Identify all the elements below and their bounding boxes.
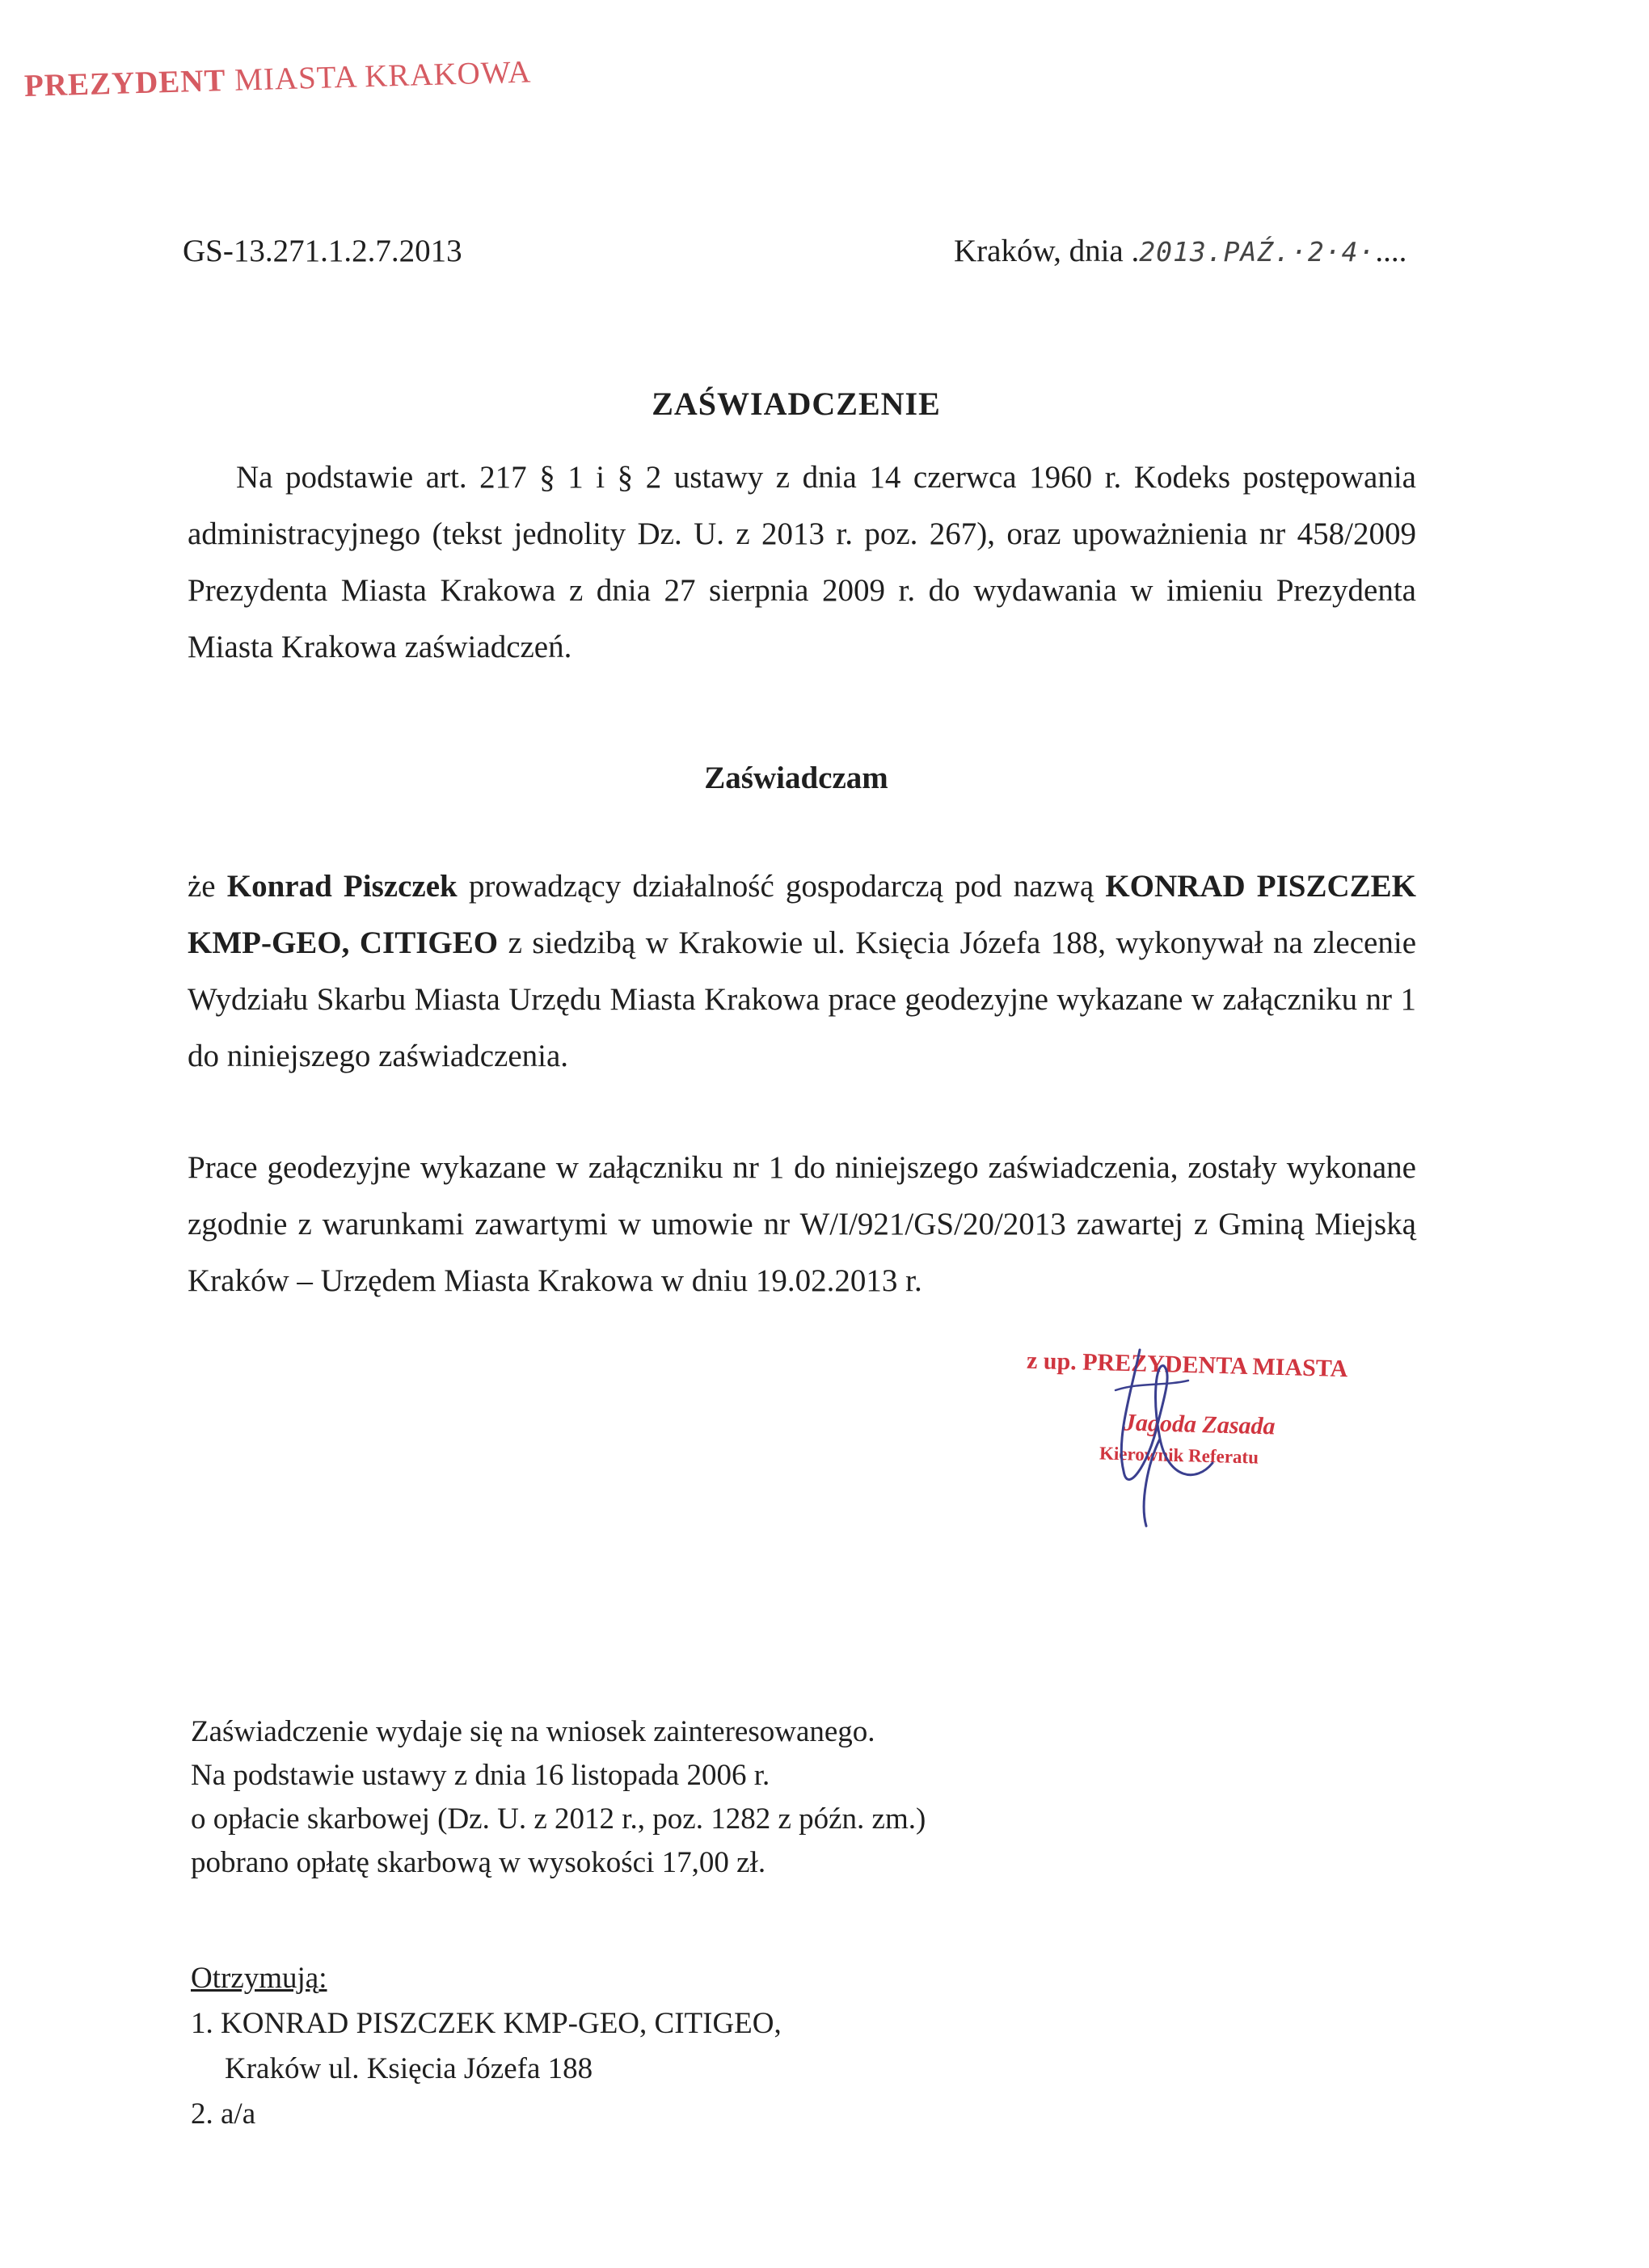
stamp-word-rest: MIASTA KRAKOWA [234, 54, 532, 98]
president-stamp [23, 53, 532, 104]
works-paragraph: Prace geodezyjne wykazane w załączniku nr 1 do niniejszego zaświadczenia, zostały wykonane zgodnie z warunkami zawartymi w umowie nr W/I/921/GS/20/2013 zawartej z Gminą Miejską Kraków – Urzędem Miasta Krakowa w dniu 19.02.2013 r. [188, 1150, 1416, 1298]
certify-heading: Zaświadczam [704, 761, 888, 795]
stamp-signer-name: Jagoda Zasada [1123, 1409, 1276, 1440]
company-name: KONRAD PISZCZEK KMP-GEO, CITIGEO [188, 869, 1417, 960]
document-title: ZAŚWIADCZENIE [652, 386, 941, 422]
place-prefix: Kraków, dnia . [954, 234, 1140, 268]
fee-note-line: Na podstawie ustawy z dnia 16 listopada 2006 r. [191, 1759, 770, 1792]
certify-part1: że [188, 869, 227, 904]
place-and-date [954, 233, 1406, 269]
certify-part2: prowadzący działalność gospodarczą pod nazwą [457, 869, 1106, 904]
recipients-header: Otrzymują: [191, 1962, 327, 1995]
fee-note-line: o opłacie skarbowej (Dz. U. z 2012 r., poz. 1282 z późn. zm.) [191, 1802, 926, 1836]
handwritten-date: 2013.PAŹ.·2·4· [1139, 236, 1376, 268]
stamp-signer-title: Kierownik Referatu [1099, 1443, 1259, 1468]
recipients-list [191, 1956, 782, 2137]
fee-note [191, 1710, 926, 1885]
fee-note-line: Zaświadczenie wydaje się na wniosek zainteresowanego. [191, 1715, 875, 1748]
certify-paragraph [188, 858, 1416, 1085]
handwritten-signature [1083, 1342, 1245, 1528]
stamp-authority-line: z up. PREZYDENTA MIASTA [1026, 1347, 1348, 1383]
certify-part3: z siedzibą w Krakowie ul. Księcia Józefa 188, wykonywał na zlecenie Wydziału Skarbu Miasta Urzędu Miasta Krakowa prace geodezyjne wykazane w załączniku nr 1 do niniejszego zaświadczenia. [188, 925, 1416, 1073]
recipient-address: Kraków ul. Księcia Józefa 188 [225, 2052, 593, 2085]
recipient-item: 2. a/a [191, 2097, 256, 2131]
reference-number: GS-13.271.1.2.7.2013 [183, 234, 462, 268]
intro-paragraph: Na podstawie art. 217 § 1 i § 2 ustawy z dnia 14 czerwca 1960 r. Kodeks postępowania administracyjnego (tekst jednolity Dz. U. z 2013 r. poz. 267), oraz upoważnienia nr 458/2009 Prezydenta Miasta Krakowa z dnia 27 sierpnia 2009 r. do wydawania w imieniu Prezydenta Miasta Krakowa zaświadczeń. [188, 460, 1416, 664]
stamp-word-prezydent: PREZYDENT [23, 63, 227, 103]
place-suffix: .... [1375, 234, 1407, 268]
person-name: Konrad Piszczek [226, 869, 458, 904]
fee-note-line: pobrano opłatę skarbową w wysokości 17,00 zł. [191, 1846, 766, 1879]
recipient-item: 1. KONRAD PISZCZEK KMP-GEO, CITIGEO, [191, 2007, 782, 2040]
